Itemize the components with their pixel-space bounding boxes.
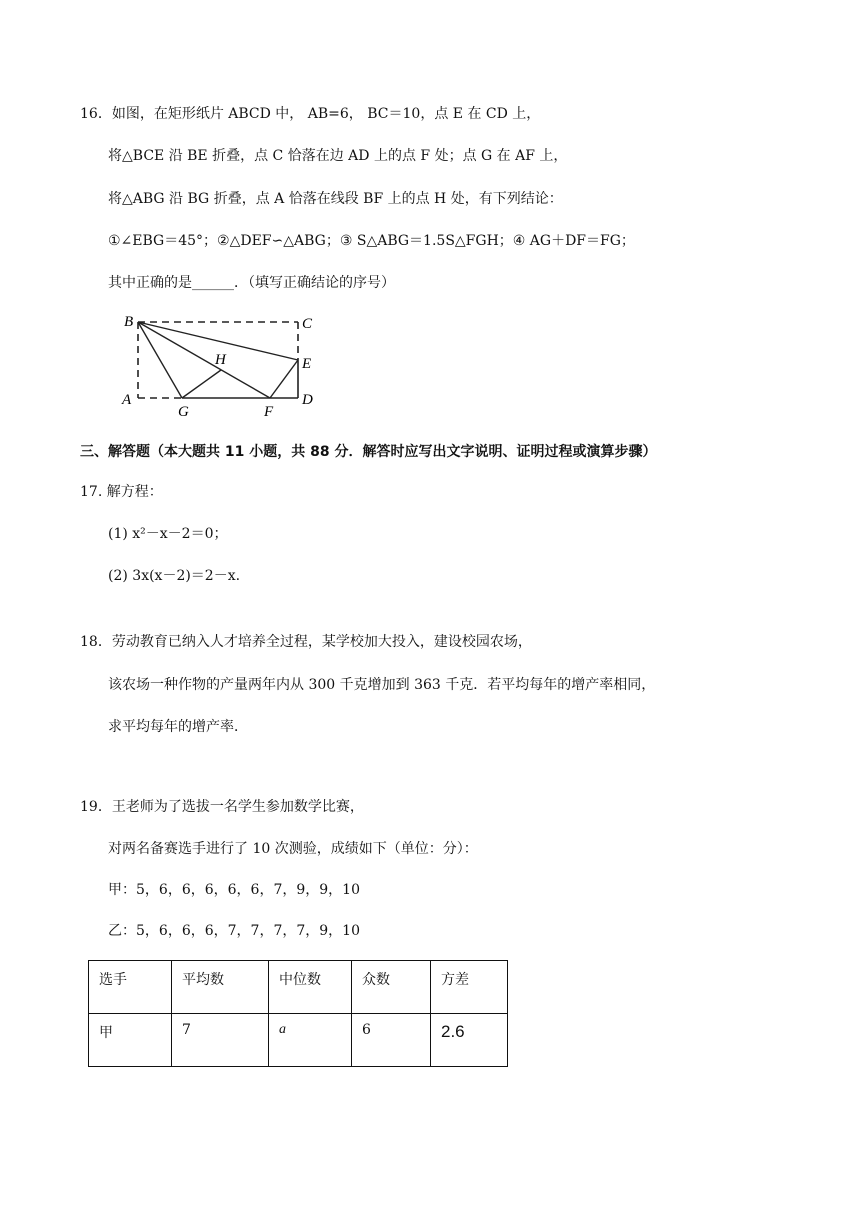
label-G: G	[178, 404, 189, 420]
q18-line3: 求平均每年的增产率．	[108, 719, 248, 735]
cell-player: 甲	[89, 1014, 172, 1067]
line-BG	[138, 322, 182, 398]
cell-mean: 7	[172, 1014, 269, 1067]
label-A: A	[122, 392, 132, 408]
q17-title: 17. 解方程：	[80, 484, 163, 500]
q18-line2: 该农场一种作物的产量两年内从 300 千克增加到 363 千克．若平均每年的增产率相同，	[108, 677, 656, 693]
line-BF	[138, 322, 270, 398]
header-mean: 平均数	[172, 961, 269, 1014]
table-header-row	[89, 961, 508, 1014]
cell-mode: 6	[352, 1014, 431, 1067]
header-player: 选手	[89, 961, 172, 1014]
q16-conclusions: ①∠EBG＝45°；②△DEF∽△ABG；③ S△ABG＝1.5S△FGH；④ AG＋DF＝FG；	[108, 233, 635, 249]
label-H: H	[215, 352, 226, 368]
cell-variance: 2.6	[431, 1014, 508, 1067]
header-mode: 众数	[352, 961, 431, 1014]
q18-line1: 18．劳动教育已纳入人才培养全过程，某学校加大投入，建设校园农场，	[80, 634, 532, 650]
line-FE	[270, 360, 298, 398]
line-GH	[182, 370, 221, 398]
label-B: B	[124, 314, 134, 330]
q19-scores-jia: 甲：5，6，6，6，6，6，7，9，9，10	[108, 882, 360, 898]
q16-line2: 将△BCE 沿 BE 折叠，点 C 恰落在边 AD 上的点 F 处；点 G 在 AF 上，	[108, 148, 568, 164]
q16-line3: 将△ABG 沿 BG 折叠，点 A 恰落在线段 BF 上的点 H 处，有下列结论：	[108, 191, 563, 207]
q16-line1: 16．如图，在矩形纸片 ABCD 中， AB=6， BC＝10，点 E 在 CD 上，	[80, 106, 541, 122]
statistics-table	[88, 960, 508, 1067]
label-D: D	[302, 392, 313, 408]
section-3-heading: 三、解答题（本大题共 11 小题，共 88 分．解答时应写出文字说明、证明过程或演算步骤）	[80, 444, 657, 460]
rectangle-fold-figure	[120, 312, 320, 422]
label-C: C	[302, 316, 313, 332]
header-median: 中位数	[269, 961, 352, 1014]
table-row	[89, 1014, 508, 1067]
header-variance: 方差	[431, 961, 508, 1014]
label-F: F	[264, 404, 274, 420]
cell-median: a	[269, 1014, 352, 1067]
q19-line1: 19．王老师为了选拔一名学生参加数学比赛，	[80, 799, 364, 815]
label-E: E	[302, 356, 312, 372]
q17-part2: (2) 3x(x－2)＝2－x.	[108, 568, 241, 584]
q16-answer-prompt: 其中正确的是______．（填写正确结论的序号）	[108, 275, 395, 291]
q19-scores-yi: 乙：5，6，6，6，7，7，7，7，9，10	[108, 923, 360, 939]
q17-part1: (1) x²－x－2＝0；	[108, 526, 228, 542]
q19-line2: 对两名备赛选手进行了 10 次测验，成绩如下（单位：分）：	[108, 841, 478, 857]
